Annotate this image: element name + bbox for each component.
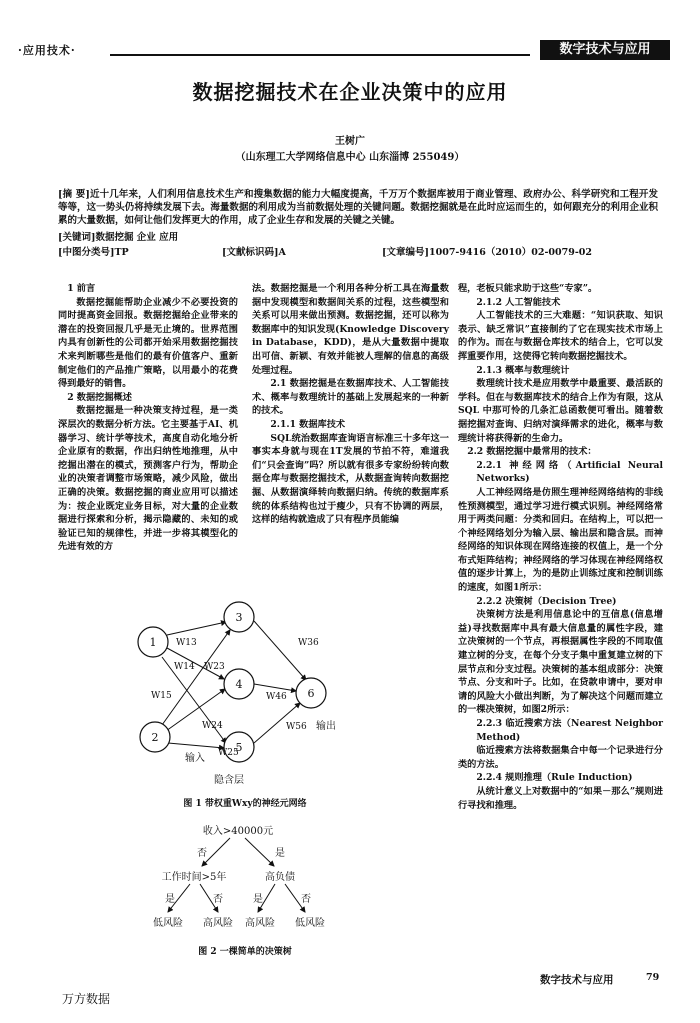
journal-banner: 数字技术与应用 (540, 40, 670, 60)
edge-2-5 (168, 743, 224, 748)
article-number: [文章编号]1007-9416（2010）02-0079-02 (382, 247, 593, 258)
node-label: 5 (235, 741, 243, 754)
article-title: 数据挖掘技术在企业决策中的应用 (192, 80, 508, 104)
weight-label: W13 (176, 638, 197, 648)
figure-2-caption: 图 2 一棵简单的决策树 (198, 947, 292, 957)
section-heading: 2 数据挖掘概述 (67, 391, 132, 403)
node-label: 6 (307, 687, 315, 700)
edge-3-6 (254, 621, 306, 680)
node-label: 2 (151, 731, 159, 744)
document-code: [文献标识码]A (222, 247, 286, 258)
paragraph: 人工智能技术的三大难题：“知识获取、知识表示、缺乏常识”直接制约了它在现实技术市场上的作为。而在与数据仓库技术的结合上，它可以发挥重要作用，这使得它转向数据挖掘技术。 (458, 310, 663, 362)
author: 王树广 (335, 136, 365, 147)
paragraph: 决策树方法是利用信息论中的互信息(信息增益)寻找数据库中具有最大信息量的属性字段，建立决策树的一个节点，再根据属性字段的不同取值建立树的分支，在每个分支子集中重复建立树的下层节点和分支过程。决策树的基本组成部分：决策节点、分支和叶子。比如，在贷款申请中，要对申请的风险大小做出判断，为了解决这个问题而建立的一棵决策树，如图2所示： (458, 609, 663, 716)
weight-label: W23 (204, 662, 225, 672)
subsection-heading: 2.2.2 决策树（Decision Tree) (476, 595, 617, 607)
weight-label: W25 (218, 748, 239, 758)
weight-label: W15 (151, 691, 172, 701)
tree-edge (245, 838, 274, 866)
paragraph: 数据挖掘是一种决策支持过程，是一类深层次的数据分析方法。它主要基于AI、机器学习、统计学等技术，高度自动化地分析企业原有的数据，作出归纳性地推理，从中挖掘出潜在的模式，预测客户行为，帮助企业的决策者调整市场策略，减少风险，做出正确的决策。数据挖掘的商业应用可以描述为：按企业既定业务目标，对大量的企业数据进行探索和分析，揭示隐藏的、未知的或验证已知的规律性，并进一步将其模型化的先进有效的方 (58, 405, 238, 553)
weight-label: W46 (266, 692, 287, 702)
paragraph: 从统计意义上对数据中的“如果－那么”规则进行寻找和推理。 (458, 785, 663, 811)
section-heading: 1 前言 (67, 283, 96, 294)
output-label: 输出 (316, 721, 336, 732)
section-heading: 2.1 数据挖掘是在数据库技术、人工智能技术、概率与数理统计的基础上发展起来的一种新的技术。 (252, 378, 449, 417)
paragraph: SQL统治数据库查询语言标准三十多年这一事实本身就与现在1T发展的节拍不符，难道我们“只会查询”吗？所以就有很多专家纷纷转向数据仓库与数据挖掘技术，从数据查询转向数据挖掘、从数据演绎转向数据归纳。传统的数据库系统的体系结构也过于瘦少，只有不协调的两层，这样的结构就造成了只有程序员能编 (252, 432, 449, 526)
paragraph: 人工神经网络是仿照生理神经网络结构的非线性预测模型，通过学习进行模式识别。神经网络常用于两类问题：分类和回归。在结构上，可以把一个神经网络划分为输入层、输出层和隐含层。而神经网络的知识体现在网络连接的权值上，是一个分布式矩阵结构；神经网络的学习体现在神经网络权值的逐步计算上，为的是防止训练过度和控制训练的速度，如图1所示： (458, 486, 663, 594)
paragraph: 数据挖掘能帮助企业减少不必要投资的同时提高资金回报。数据挖掘给企业带来的潜在的投资回报几乎是无止境的。世界范围内具有创新性的公司都开始采用数据挖掘技术来判断哪些是他们的最有价值客户、重新制定他们的产品推广策略，以用最小的花费得到最好的销售。 (58, 296, 238, 390)
paragraph: 临近搜索方法将数据集合中每一个记录进行分类的方法。 (458, 745, 663, 770)
affiliation: （山东理工大学网络信息中心 山东淄博 255049） (235, 152, 465, 163)
tree-decision-node: 工作时间>5年 (161, 872, 227, 883)
decision-tree-figure (150, 822, 340, 942)
edge-1-3 (167, 622, 226, 635)
neural-network-figure (110, 595, 350, 795)
tree-leaf: 低风险 (295, 918, 325, 929)
weight-label: W24 (202, 721, 223, 731)
branch-label: 否 (197, 848, 207, 859)
tree-decision-node: 高负债 (265, 872, 295, 883)
watermark: 万方数据 (62, 992, 111, 1006)
column-right (458, 282, 663, 812)
subsection-heading: 2.2.3 临近搜索方法（Nearest Neighbor Method) (476, 718, 663, 743)
subsection-heading: 2.2.1 神经网络（Artificial Neural Networks) (476, 459, 663, 485)
input-label: 输入 (185, 753, 205, 764)
branch-label: 否 (213, 894, 223, 905)
weight-label: W56 (286, 722, 307, 732)
subsection-heading: 2.1.3 概率与数理统计 (476, 364, 570, 376)
paragraph: 程，老板只能求助于这些“专家”。 (458, 283, 598, 294)
node-label: 3 (235, 611, 243, 624)
branch-label: 是 (165, 894, 175, 905)
section-heading: 2.2 数据挖掘中最常用的技术： (467, 446, 597, 458)
keywords: [关键词]数据挖掘 企业 应用 (58, 232, 179, 243)
paragraph: 数理统计技术是应用数学中最重要、最活跃的学科。但在与数据库技术的结合上作为有限，这从 SQL 中那可怜的几条汇总函数便可看出。随着数据挖掘对查询、归纳对演绎需求的进化，概率与数理统计将获得新的生命力。 (458, 378, 663, 444)
branch-label: 是 (275, 848, 285, 859)
node-label: 1 (149, 636, 157, 649)
subsection-heading: 2.1.1 数据库技术 (270, 418, 346, 430)
section-label: ·应用技术· (18, 44, 76, 57)
edge-4-6 (254, 684, 296, 691)
page-number: 79 (646, 972, 660, 983)
column-left (58, 282, 238, 554)
branch-label: 是 (253, 894, 263, 905)
node-label: 4 (235, 678, 243, 691)
hidden-layer-label: 隐含层 (214, 775, 244, 786)
subsection-heading: 2.2.4 规则推理（Rule Induction) (476, 772, 633, 784)
weight-label: W14 (174, 662, 195, 672)
footer-journal: 数字技术与应用 (540, 974, 614, 986)
tree-leaf: 低风险 (153, 918, 183, 929)
header-rule (110, 54, 530, 56)
class-number: [中图分类号]TP (58, 247, 129, 258)
weight-label: W36 (298, 638, 319, 648)
column-middle (252, 282, 449, 527)
branch-label: 否 (301, 894, 311, 905)
paragraph: 法。数据挖掘是一个利用各种分析工具在海量数据中发现模型和数据间关系的过程，这些模型和关系可以用来做出预测。数据挖掘，还可以称为数据库中的知识发现(Knowledge Discovery in Database，KDD)，是从大量数据中提取出可信、新颖、有效并能被人理解的信息的高级处理过程。 (252, 283, 449, 376)
subsection-heading: 2.1.2 人工智能技术 (476, 296, 561, 308)
tree-root-node: 收入>40000元 (202, 826, 274, 837)
figure-1-caption: 图 1 带权重Wxy的神经元网络 (183, 799, 307, 809)
abstract: [摘 要]近十几年来，人们利用信息技术生产和搜集数据的能力大幅度提高，千万万个数据库被用于商业管理、政府办公、科学研究和工程开发等等，这一势头仍将持续发展下去。海量数据的利用成为当前数据处理的关键问题。数据挖掘就是在此时应运而生的，如何跟充分的利用企业积累的大量数据，如何让他们发挥更大的作用，成了企业生存和发展的关键之关键。 (58, 189, 658, 226)
tree-leaf: 高风险 (245, 918, 275, 929)
tree-leaf: 高风险 (203, 918, 233, 929)
